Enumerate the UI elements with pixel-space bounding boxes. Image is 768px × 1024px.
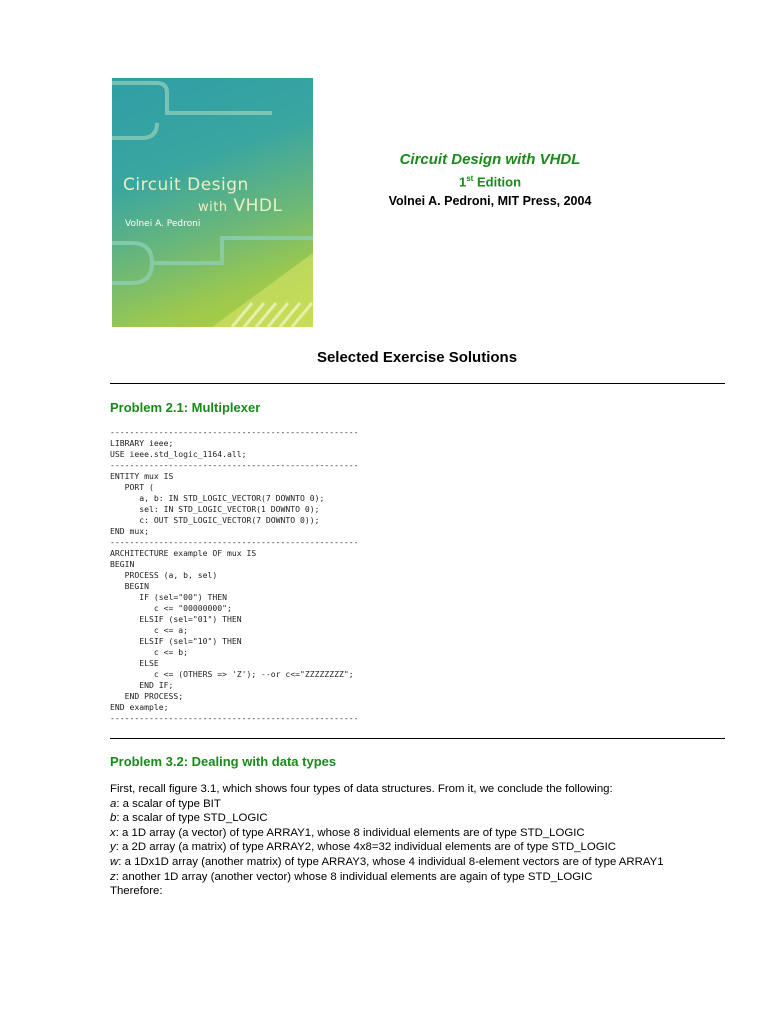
problem-2-1-heading: Problem 2.1: Multiplexer <box>110 400 261 415</box>
code-line: c <= b; <box>153 647 188 657</box>
variable-description: : a 1D array (a vector) of type ARRAY1, whose 8 individual elements are of type STD_LOGIC <box>115 826 585 839</box>
code-line: c <= (OTHERS => 'Z'); --or c<="ZZZZZZZZ"; <box>153 669 354 679</box>
closing-text: Therefore: <box>110 885 163 898</box>
book-cover-image <box>112 78 313 327</box>
data-type-list <box>110 797 730 885</box>
book-author-publisher: Volnei A. Pedroni, MIT Press, 2004 <box>388 194 592 209</box>
problem-3-2-body <box>110 782 730 899</box>
variable-description: : another 1D array (another vector) whose 8 individual elements are again of type STD_LOGIC <box>115 870 593 883</box>
code-line: ARCHITECTURE example OF mux IS <box>110 548 257 558</box>
code-line: sel: IN STD_LOGIC_VECTOR(1 DOWNTO 0); <box>139 504 320 514</box>
code-line: PROCESS (a, b, sel) <box>124 570 218 580</box>
code-line: --------------------------------------------------- <box>110 537 359 547</box>
book-title: Circuit Design with VHDL <box>399 151 581 168</box>
cover-author: Volnei A. Pedroni <box>125 219 201 229</box>
list-item <box>110 855 730 870</box>
vhdl-code-block <box>110 427 359 724</box>
code-line: --------------------------------------------------- <box>110 460 359 470</box>
variable-name: w <box>110 855 119 868</box>
list-item <box>110 870 730 885</box>
cover-title-with: with <box>198 200 228 215</box>
variable-name: z <box>110 870 116 883</box>
edition-suffix: st <box>466 174 474 183</box>
intro-text: First, recall figure 3.1, which shows four types of data structures. From it, we conclude the following: <box>110 783 613 795</box>
variable-description: : a scalar of type BIT <box>116 797 221 810</box>
code-line: LIBRARY ieee; <box>110 438 174 448</box>
list-item <box>110 797 730 812</box>
section-title: Selected Exercise Solutions <box>316 349 518 366</box>
code-line: END IF; <box>139 680 174 690</box>
book-info <box>372 150 608 210</box>
divider-rule <box>110 738 725 739</box>
code-line: END PROCESS; <box>124 691 184 701</box>
code-line: c: OUT STD_LOGIC_VECTOR(7 DOWNTO 0)); <box>139 515 320 525</box>
code-line: --------------------------------------------------- <box>110 713 359 723</box>
code-line: a, b: IN STD_LOGIC_VECTOR(7 DOWNTO 0); <box>139 493 325 503</box>
variable-name: a <box>110 797 117 810</box>
problem-3-2-heading: Problem 3.2: Dealing with data types <box>110 754 337 769</box>
code-line: IF (sel="00") THEN <box>139 592 227 602</box>
list-item <box>110 840 730 855</box>
variable-name: y <box>110 841 116 854</box>
code-line: --------------------------------------------------- <box>110 427 359 437</box>
code-line: PORT ( <box>124 482 154 492</box>
variable-name: b <box>110 812 117 825</box>
code-line: ELSE <box>139 658 159 668</box>
code-line: BEGIN <box>110 559 135 569</box>
edition-number: 1 <box>458 174 467 190</box>
code-line: c <= "00000000"; <box>153 603 232 613</box>
variable-description: : a 1Dx1D array (another matrix) of type ARRAY3, whose 4 individual 8-element vectors are of type ARRAY1 <box>118 855 664 868</box>
code-line: ELSIF (sel="01") THEN <box>139 614 242 624</box>
code-line: c <= a; <box>153 625 188 635</box>
variable-name: x <box>110 826 116 839</box>
cover-title-vhdl: VHDL <box>233 196 283 216</box>
list-item <box>110 826 730 841</box>
cover-title-line2 <box>198 196 282 216</box>
code-line: ENTITY mux IS <box>110 471 174 481</box>
code-line: END example; <box>110 702 169 712</box>
code-line: BEGIN <box>124 581 149 591</box>
divider-rule <box>110 383 725 384</box>
list-item <box>110 811 730 826</box>
variable-description: : a 2D array (a matrix) of type ARRAY2, whose 4x8=32 individual elements are of type STD_LOGIC <box>115 841 616 854</box>
book-edition <box>372 170 608 191</box>
code-line: ELSIF (sel="10") THEN <box>139 636 242 646</box>
code-line: END mux; <box>110 526 149 536</box>
cover-title-line1: Circuit Design <box>123 175 249 195</box>
variable-description: : a scalar of type STD_LOGIC <box>116 812 268 825</box>
edition-word: Edition <box>476 174 522 190</box>
code-line: USE ieee.std_logic_1164.all; <box>110 449 247 459</box>
